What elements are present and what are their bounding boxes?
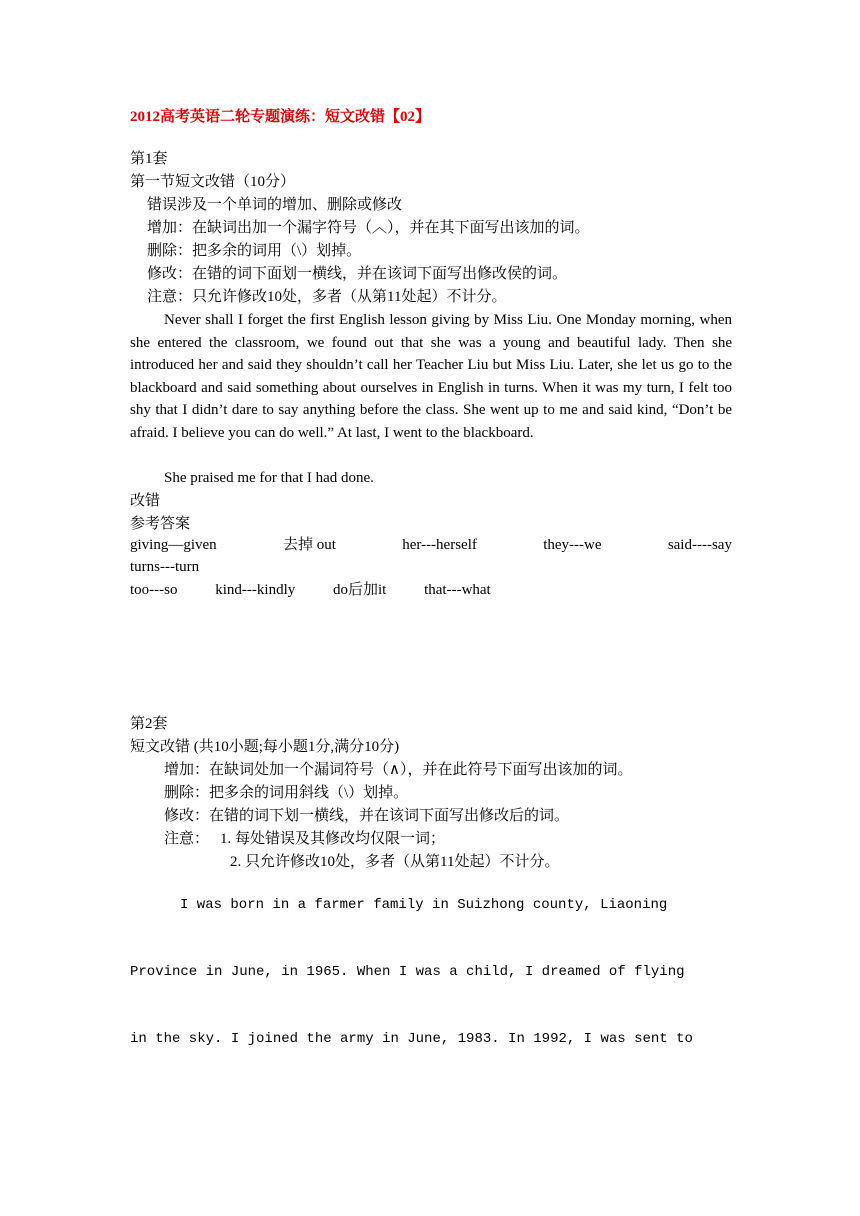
set2-note-1: 1. 每处错误及其修改均仅限一词； <box>220 831 446 847</box>
document-title: 2012高考英语二轮专题演练：短文改错【02】 <box>130 109 431 125</box>
set2-rule-2: 删除：把多余的词用斜线（\）划掉。 <box>164 785 409 801</box>
answer-label: 参考答案 <box>130 516 191 532</box>
set1-rule-4: 修改：在错的词下面划一横线，并在该词下面写出修改侯的词。 <box>147 266 568 282</box>
answer-item: giving—given <box>130 537 217 553</box>
set1-rule-5: 注意：只允许修改10处，多者（从第11处起）不计分。 <box>147 289 507 305</box>
set2-rule-3: 修改：在错的词下划一横线，并在该词下面写出修改后的词。 <box>164 808 570 824</box>
answer-item: that---what <box>424 582 491 598</box>
correction-label: 改错 <box>130 493 161 509</box>
answer-item: too---so <box>130 582 178 598</box>
set2-note-2: 2. 只允许修改10处，多者（从第11处起）不计分。 <box>230 854 560 870</box>
set2-note-label: 注意： <box>164 831 210 847</box>
set2-passage-line-1: I was born in a farmer family in Suizhong county, Liaoning <box>180 897 668 913</box>
answer-item: said----say <box>667 537 732 553</box>
answer-item: turns---turn <box>130 559 200 575</box>
set2-passage-line-2: Province in June, in 1965. When I was a child, I dreamed of flying <box>130 964 685 980</box>
set1-heading: 第1套 <box>130 151 168 167</box>
answer-item: they---we <box>543 537 602 553</box>
set1-rule-3: 删除：把多余的词用（\）划掉。 <box>147 243 362 259</box>
answer-item: her---herself <box>402 537 477 553</box>
set2-passage-line-3: in the sky. I joined the army in June, 1983. In 1992, I was sent to <box>130 1031 693 1047</box>
answer-item: do后加it <box>333 582 387 598</box>
answer-item: 去掉 out <box>282 537 336 553</box>
answer-item: kind---kindly <box>215 582 296 598</box>
answer-row-2 <box>130 579 525 601</box>
set1-passage: Never shall I forget the first English lesson giving by Miss Liu. One Monday morning, when she entered the classroom, we found out that she was a young and beautiful lady. Then she introduced her and said they shouldn’t call her Teacher Liu but Miss Liu. Later, she let us go to the blackboard and said something about ourselves in English in turns. When it was my turn, I felt too shy that I didn’t dare to say anything before the class. She went up to me and said kind, “Don’t be afraid. I believe you can do well.” At last, I went to the blackboard. <box>130 312 732 441</box>
set1-rule-1: 错误涉及一个单词的增加、删除或修改 <box>147 197 403 213</box>
set2-section-title: 短文改错 (共10小题;每小题1分,满分10分) <box>130 739 400 755</box>
set1-passage-end: She praised me for that I had done. <box>164 470 374 486</box>
set1-section-title: 第一节短文改错（10分） <box>130 174 296 190</box>
set2-heading: 第2套 <box>130 716 168 732</box>
set2-rule-1: 增加：在缺词处加一个漏词符号（∧），并在此符号下面写出该加的词。 <box>164 762 633 778</box>
answer-row-1 <box>130 534 732 556</box>
set1-rule-2: 增加：在缺词出加一个漏字符号（︿），并在其下面写出该加的词。 <box>147 220 590 236</box>
